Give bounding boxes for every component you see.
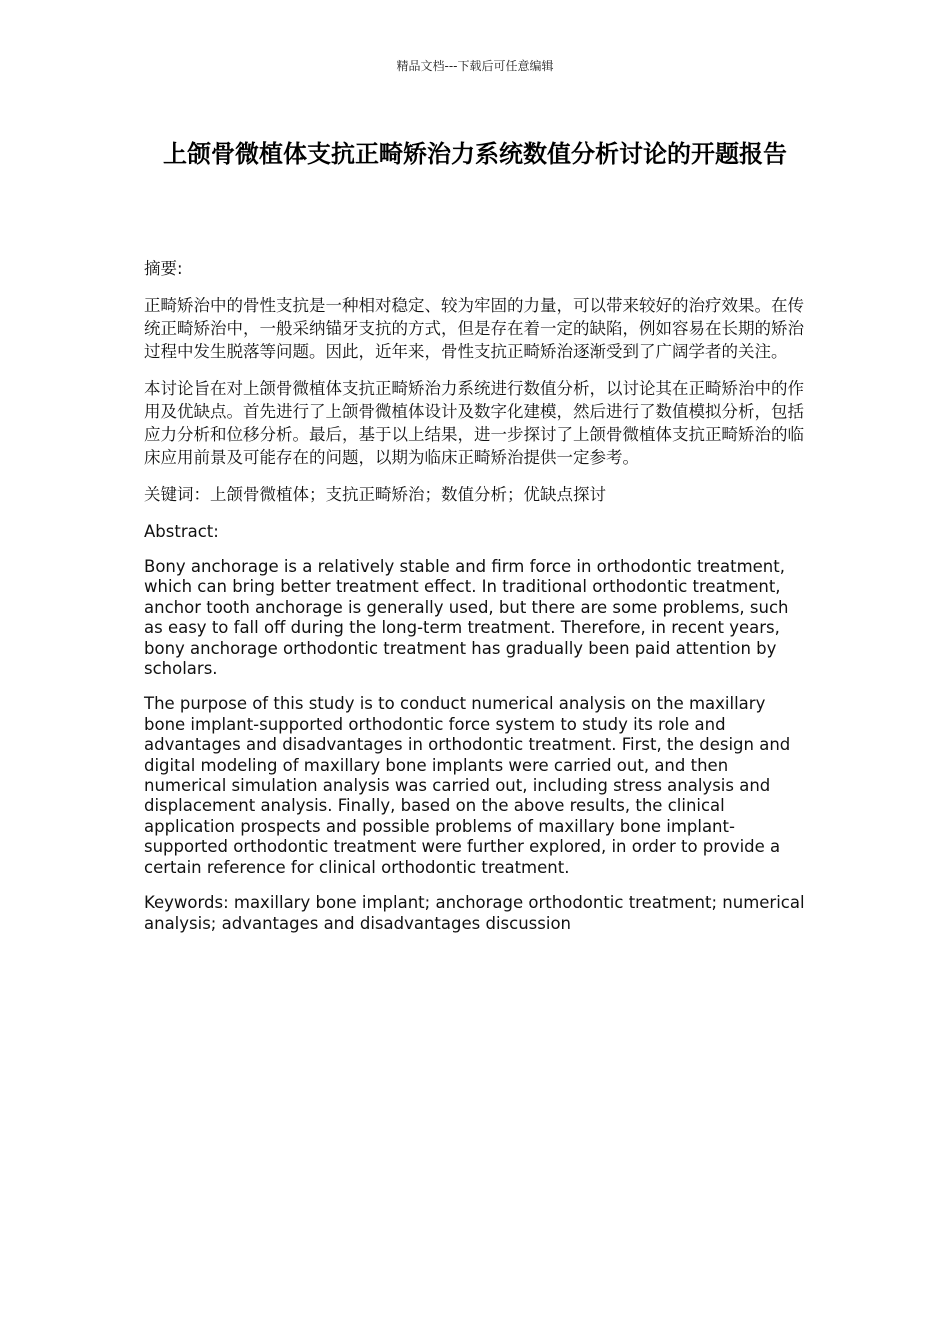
abstract-en-paragraph-2: The purpose of this study is to conduct numerical analysis on the maxillary bone implant-supported orthodontic force system to study its role and advantages and disadvantages in orthodontic treatment. First, the design and digital modeling of maxillary bone implants were carried out, and then numerical simulation analysis was carried out, including stress analysis and displacement analysis. Finally, based on the above results, the clinical application prospects and possible problems of maxillary bone implant-supported orthodontic treatment were further explored, in order to provide a certain reference for clinical orthodontic treatment. — [144, 694, 791, 877]
abstract-cn-paragraph-2: 本讨论旨在对上颌骨微植体支抗正畸矫治力系统进行数值分析，以讨论其在正畸矫治中的作用及优缺点。首先进行了上颌骨微植体设计及数字化建模，然后进行了数值模拟分析，包括应力分析和位移分析。最后，基于以上结果，进一步探讨了上颌骨微植体支抗正畸矫治的临床应用前景及可能存在的问题，以期为临床正畸矫治提供一定参考。 — [144, 379, 804, 467]
abstract-cn-label: 摘要: — [144, 259, 183, 278]
header-note: 精品文档---下载后可任意编辑 — [396, 59, 554, 73]
keywords-cn: 关键词：上颌骨微植体；支抗正畸矫治；数值分析；优缺点探讨 — [144, 485, 606, 504]
abstract-cn-paragraph-1: 正畸矫治中的骨性支抗是一种相对稳定、较为牢固的力量，可以带来较好的治疗效果。在传统正畸矫治中，一般采纳锚牙支抗的方式，但是存在着一定的缺陷，例如容易在长期的矫治过程中发生脱落等问题。因此，近年来，骨性支抗正畸矫治逐渐受到了广阔学者的关注。 — [144, 296, 804, 361]
abstract-en-label: Abstract: — [144, 522, 219, 541]
document-body — [144, 257, 806, 949]
document-title: 上颌骨微植体支抗正畸矫治力系统数值分析讨论的开题报告 — [163, 140, 787, 168]
keywords-en: Keywords: maxillary bone implant; anchorage orthodontic treatment; numerical analysis; advantages and disadvantages discussion — [144, 893, 805, 933]
abstract-en-paragraph-1: Bony anchorage is a relatively stable and firm force in orthodontic treatment, which can bring better treatment effect. In traditional orthodontic treatment, anchor tooth anchorage is generally used, but there are some problems, such as easy to fall off during the long-term treatment. Therefore, in recent years, bony anchorage orthodontic treatment has gradually been paid attention by scholars. — [144, 557, 789, 679]
